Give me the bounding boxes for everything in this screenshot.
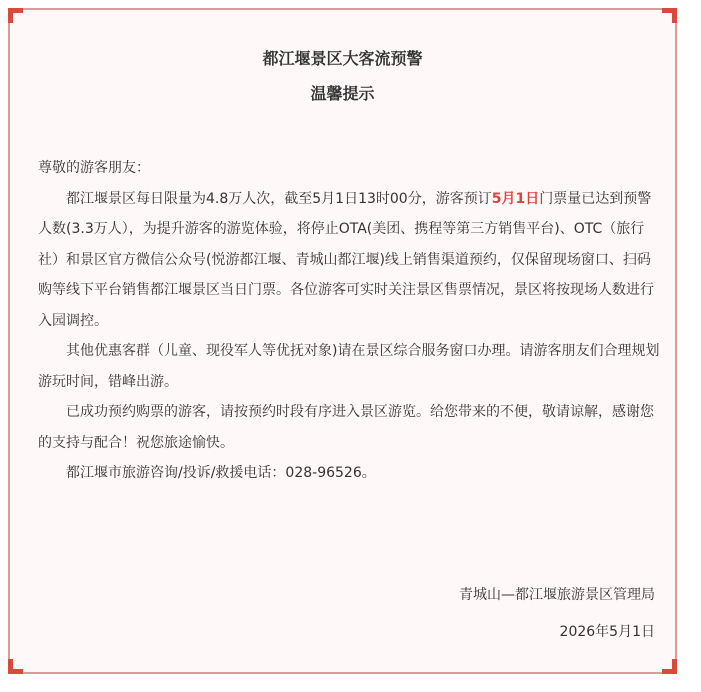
corner-decoration [8, 659, 23, 674]
paragraph-3: 已成功预约购票的游客，请按预约时段有序进入景区游览。给您带来的不便，敬请谅解，感谢您的支持与配合！祝您旅途愉快。 [38, 404, 654, 451]
notice-date: 2026年5月1日 [559, 624, 655, 640]
paragraph-2: 其他优惠客群（儿童、现役军人等优抚对象)请在景区综合服务窗口办理。请游客朋友们合理规划游玩时间，错峰出游。 [38, 343, 660, 390]
corner-decoration [662, 659, 677, 674]
greeting: 尊敬的游客朋友： [38, 160, 150, 176]
notice-subtitle: 温馨提示 [310, 84, 375, 103]
paragraph-1-text-b: 门票量已达到预警人数(3.3万人），为提升游客的游览体验，将停止OTA(美团、携程等第三方销售平台)、OTC（旅行社）和景区官方微信公众号(悦游都江堰、青城山都江堰)线上销售渠道预约，仅保留现场窗口、扫码购等线下平台销售都江堰景区当日门票。各位游客可实时关注景区售票情况，景区将按现场人数进行入园调控。 [38, 190, 654, 329]
corner-decoration [8, 8, 23, 23]
paragraph-4: 都江堰市旅游咨询/投诉/救援电话：028-96526。 [66, 465, 376, 481]
highlight-date: 5月1日 [491, 190, 540, 207]
corner-decoration [662, 8, 677, 23]
paragraph-1 [38, 184, 662, 337]
notice-body [38, 153, 662, 489]
signature: 青城山—都江堰旅游景区管理局 [459, 587, 655, 603]
paragraph-1-text-a: 都江堰景区每日限量为4.8万人次，截至5月1日13时00分，游客预订 [66, 190, 492, 207]
notice-title: 都江堰景区大客流预警 [262, 49, 423, 68]
notice-frame [8, 8, 677, 674]
